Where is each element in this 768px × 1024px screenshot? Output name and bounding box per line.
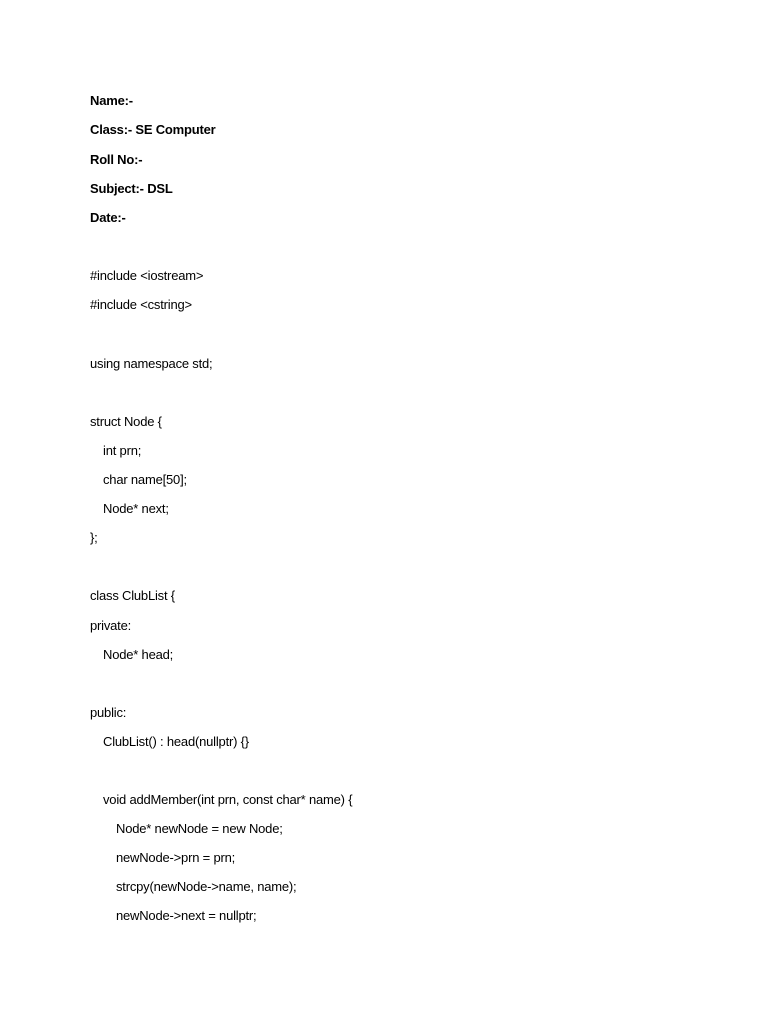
code-line-assign-prn: newNode->prn = prn; [116, 850, 236, 865]
class-field: Class:- SE Computer [90, 122, 216, 137]
code-line-copy-name: strcpy(newNode->name, name); [116, 879, 297, 894]
roll-no-field: Roll No:- [90, 152, 143, 167]
code-line-using-namespace: using namespace std; [90, 356, 213, 371]
code-line-public-label: public: [90, 705, 127, 720]
code-line-field-prn: int prn; [103, 443, 142, 458]
subject-field: Subject:- DSL [90, 181, 173, 196]
code-line-new-node: Node* newNode = new Node; [116, 821, 283, 836]
code-line-struct-close: }; [90, 530, 98, 545]
code-line-class-open: class ClubList { [90, 588, 175, 603]
code-line-field-name: char name[50]; [103, 472, 187, 487]
code-line-add-member-signature: void addMember(int prn, const char* name) { [103, 792, 353, 807]
code-line-assign-next: newNode->next = nullptr; [116, 908, 257, 923]
name-field: Name:- [90, 93, 133, 108]
code-line-field-next: Node* next; [103, 501, 169, 516]
code-line-constructor: ClubList() : head(nullptr) {} [103, 734, 249, 749]
code-line-field-head: Node* head; [103, 647, 174, 662]
code-line-private-label: private: [90, 618, 132, 633]
code-line-include-iostream: #include <iostream> [90, 268, 204, 283]
code-line-struct-open: struct Node { [90, 414, 162, 429]
date-field: Date:- [90, 210, 126, 225]
code-line-include-cstring: #include <cstring> [90, 297, 192, 312]
